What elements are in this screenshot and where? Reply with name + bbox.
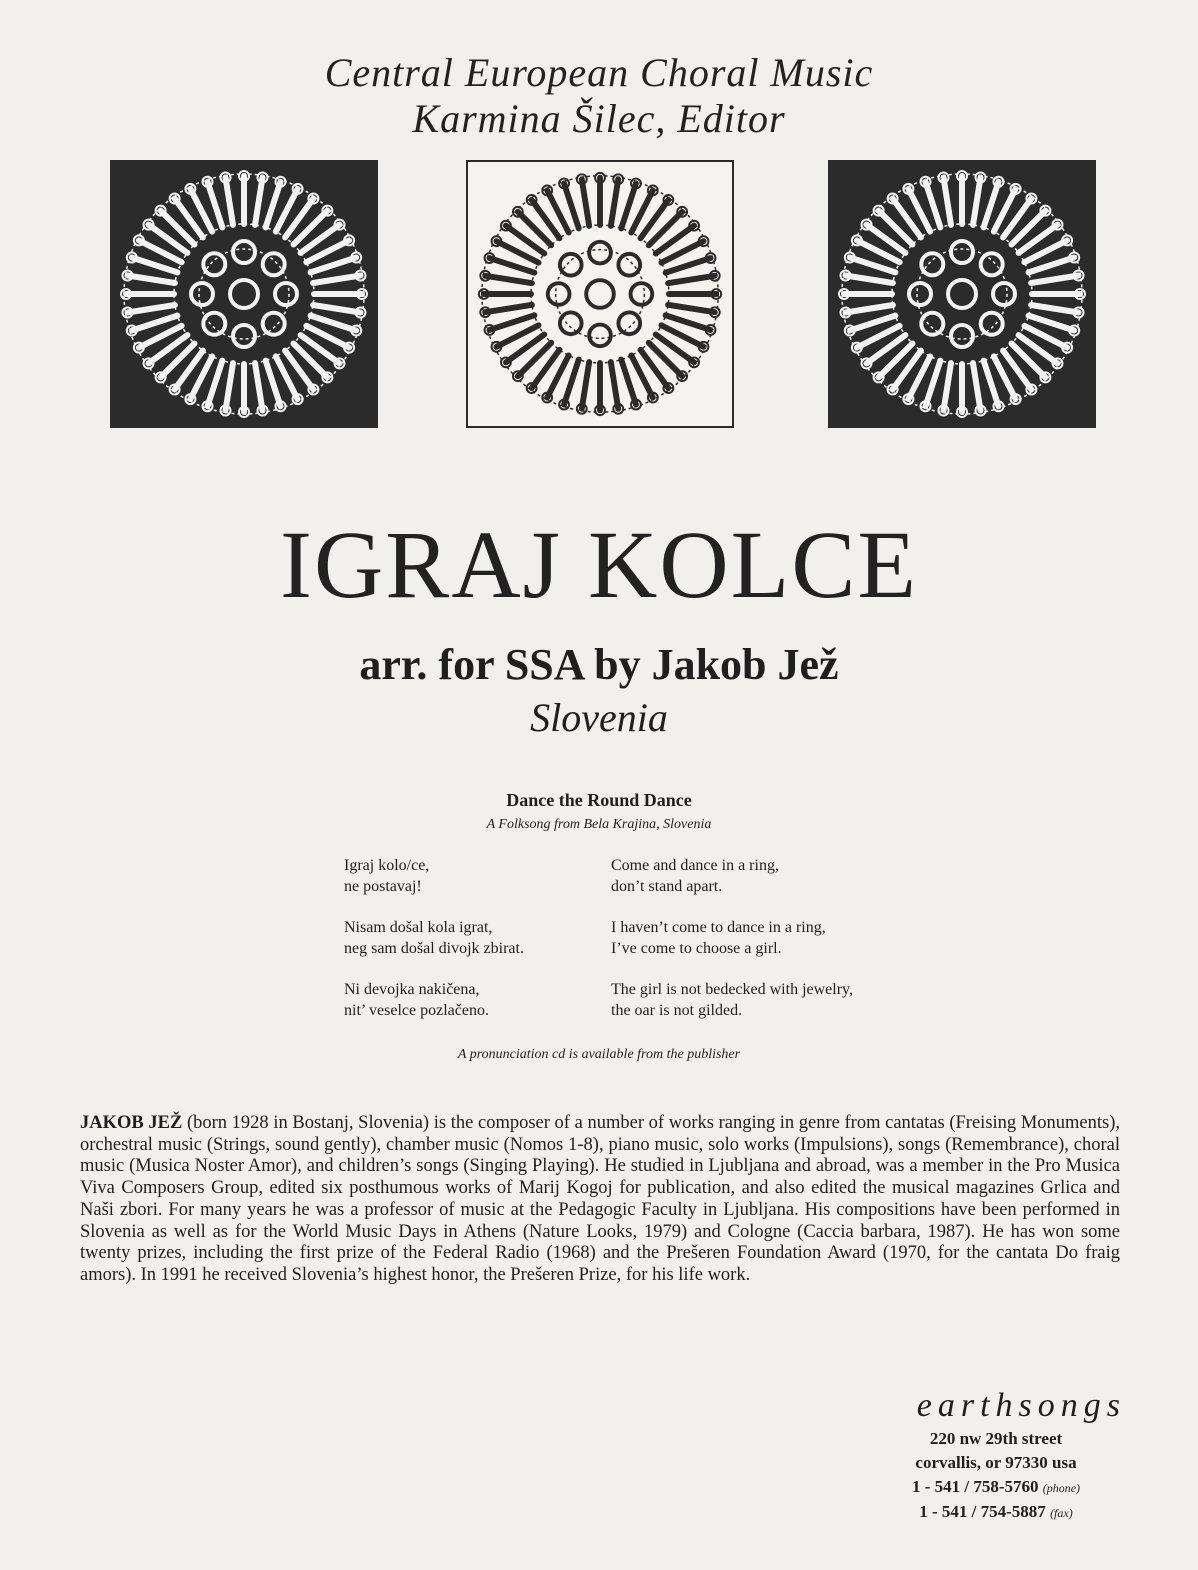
lace-loop [944, 178, 952, 225]
lace-swirl [233, 241, 255, 263]
lace-swirl [275, 283, 297, 305]
arrangement-credit: arr. for SSA by Jakob Jež [359, 640, 839, 689]
lace-swirl [589, 242, 611, 264]
lace-loop [226, 178, 234, 225]
lyrics-translation [611, 855, 853, 1041]
lace-loop [611, 179, 618, 226]
lace-swirl [921, 253, 943, 275]
lace-loop [973, 363, 981, 410]
stanza [611, 855, 853, 897]
lace-image-left [110, 160, 378, 428]
lace-loop [668, 276, 715, 283]
lace-loop [485, 305, 532, 312]
lace-swirl [548, 283, 570, 305]
country-of-origin: Slovenia [530, 695, 668, 740]
lace-swirl [993, 283, 1015, 305]
publisher-fax-row [806, 1500, 1126, 1525]
lace-swirl [191, 283, 213, 305]
lace-loop [255, 363, 263, 410]
lyric-line: don’t stand apart. [611, 878, 723, 895]
publisher-block [806, 1385, 1126, 1525]
lace-loop [846, 276, 893, 284]
lace-loop [582, 362, 589, 409]
lace-swirl [981, 313, 1003, 335]
phone-label: (phone) [1042, 1481, 1081, 1495]
lace-doily-icon [110, 160, 378, 428]
lace-swirl [631, 283, 653, 305]
publisher-fax: 1 - 541 / 754-5887 [919, 1502, 1046, 1521]
pronunciation-note: A pronunciation cd is available from the publisher [457, 1047, 741, 1062]
lace-loop [582, 179, 589, 226]
lace-doily-icon [468, 162, 732, 426]
series-title: Central European Choral Music [324, 50, 874, 95]
lace-swirl [263, 313, 285, 335]
lace-loop [313, 276, 360, 284]
lace-image-center [466, 160, 734, 428]
stanza [344, 855, 524, 897]
lyric-line: neg sam došal divojk zbirat. [344, 940, 524, 957]
lace-image-right [828, 160, 1096, 428]
lace-swirl [560, 254, 582, 276]
lace-swirl [560, 312, 582, 334]
publisher-phone: 1 - 541 / 758-5760 [911, 1477, 1039, 1496]
lyric-line: ne postavaj! [344, 878, 422, 895]
publisher-street: 220 nw 29th street [929, 1429, 1063, 1448]
lyrics-original [344, 855, 524, 1041]
lace-loop [128, 305, 175, 313]
lace-swirl [589, 325, 611, 347]
lace-loop [846, 305, 893, 313]
lace-loop [128, 276, 175, 284]
stanza [344, 917, 524, 959]
lyric-line: nit’ veselce pozlačeno. [344, 1002, 489, 1019]
lace-loop [485, 276, 532, 283]
publisher-city: corvallis, or 97330 usa [915, 1453, 1077, 1472]
lace-swirl [233, 325, 255, 347]
lace-loop [313, 305, 360, 313]
stanza [611, 917, 853, 959]
series-editor: Karmina Šilec, Editor [412, 96, 786, 141]
lyric-line: Ni devojka nakičena, [344, 981, 480, 998]
lace-center [948, 280, 976, 308]
lace-loop [226, 363, 234, 410]
song-source: A Folksong from Bela Krajina, Slovenia [486, 817, 712, 832]
lace-swirl [618, 312, 640, 334]
lace-swirl [981, 253, 1003, 275]
lace-loop [944, 363, 952, 410]
lyric-line: the oar is not gilded. [611, 1002, 743, 1019]
stanza [611, 979, 853, 1021]
lyric-line: I’ve come to choose a girl. [611, 940, 782, 957]
stanza [344, 979, 524, 1021]
lace-swirl [203, 313, 225, 335]
lyric-line: Nisam došal kola igrat, [344, 919, 493, 936]
composer-name: JAKOB JEŽ [80, 1113, 183, 1133]
lace-doily-icon [828, 160, 1096, 428]
lace-swirl [263, 253, 285, 275]
lace-loop [973, 178, 981, 225]
lyric-line: Come and dance in a ring, [611, 857, 779, 874]
publisher-phone-row [806, 1475, 1126, 1500]
lace-loop [611, 362, 618, 409]
song-translation-title: Dance the Round Dance [506, 790, 692, 810]
piece-title: IGRAJ KOLCE [280, 511, 918, 618]
publisher-name: earthsongs [916, 1387, 1126, 1424]
lace-swirl [203, 253, 225, 275]
lace-center [230, 280, 258, 308]
lace-loop [1031, 276, 1078, 284]
lace-swirl [951, 241, 973, 263]
lyric-line: I haven’t come to dance in a ring, [611, 919, 826, 936]
series-header [0, 50, 1198, 142]
lace-swirl [951, 325, 973, 347]
lyric-line: The girl is not bedecked with jewelry, [611, 981, 853, 998]
biography-text: (born 1928 in Bostanj, Slovenia) is the composer of a number of works ranging in genre from cantatas (Freising Monuments), orchestral music (Strings, sound gently), chamber music (Nomos 1-8), piano music, solo works (Impulsions), songs (Remembrance), choral music (Musica Noster Amor), and children’s songs (Singing Playing). He studied in Ljubljana and abroad, was a member in the Pro Musica Viva Composers Group, edited six posthumous works of Marij Kogoj for publication, and also edited the musical magazines Grlica and Naši zbori. For many years he was a professor of music at the Pedagogic Faculty in Ljubljana. His compositions have been performed in Slovenia as well as for the World Music Days in Athens (Nature Looks, 1979) and Cologne (Caccia barbara, 1987). He has won some twenty prizes, including the first prize of the Federal Radio (1968) and the Prešeren Foundation Award (1970, for the cantata Do fraig amors). In 1991 he received Slovenia’s highest honor, the Prešeren Prize, for his life work. [80, 1113, 1120, 1285]
lace-swirl [921, 313, 943, 335]
lace-center [586, 280, 614, 308]
fax-label: (fax) [1050, 1506, 1073, 1520]
lace-loop [668, 305, 715, 312]
lyric-line: Igraj kolo/ce, [344, 857, 430, 874]
composer-biography [80, 1113, 1120, 1287]
lace-loop [1031, 305, 1078, 313]
lace-swirl [909, 283, 931, 305]
lace-loop [255, 178, 263, 225]
lace-swirl [618, 254, 640, 276]
